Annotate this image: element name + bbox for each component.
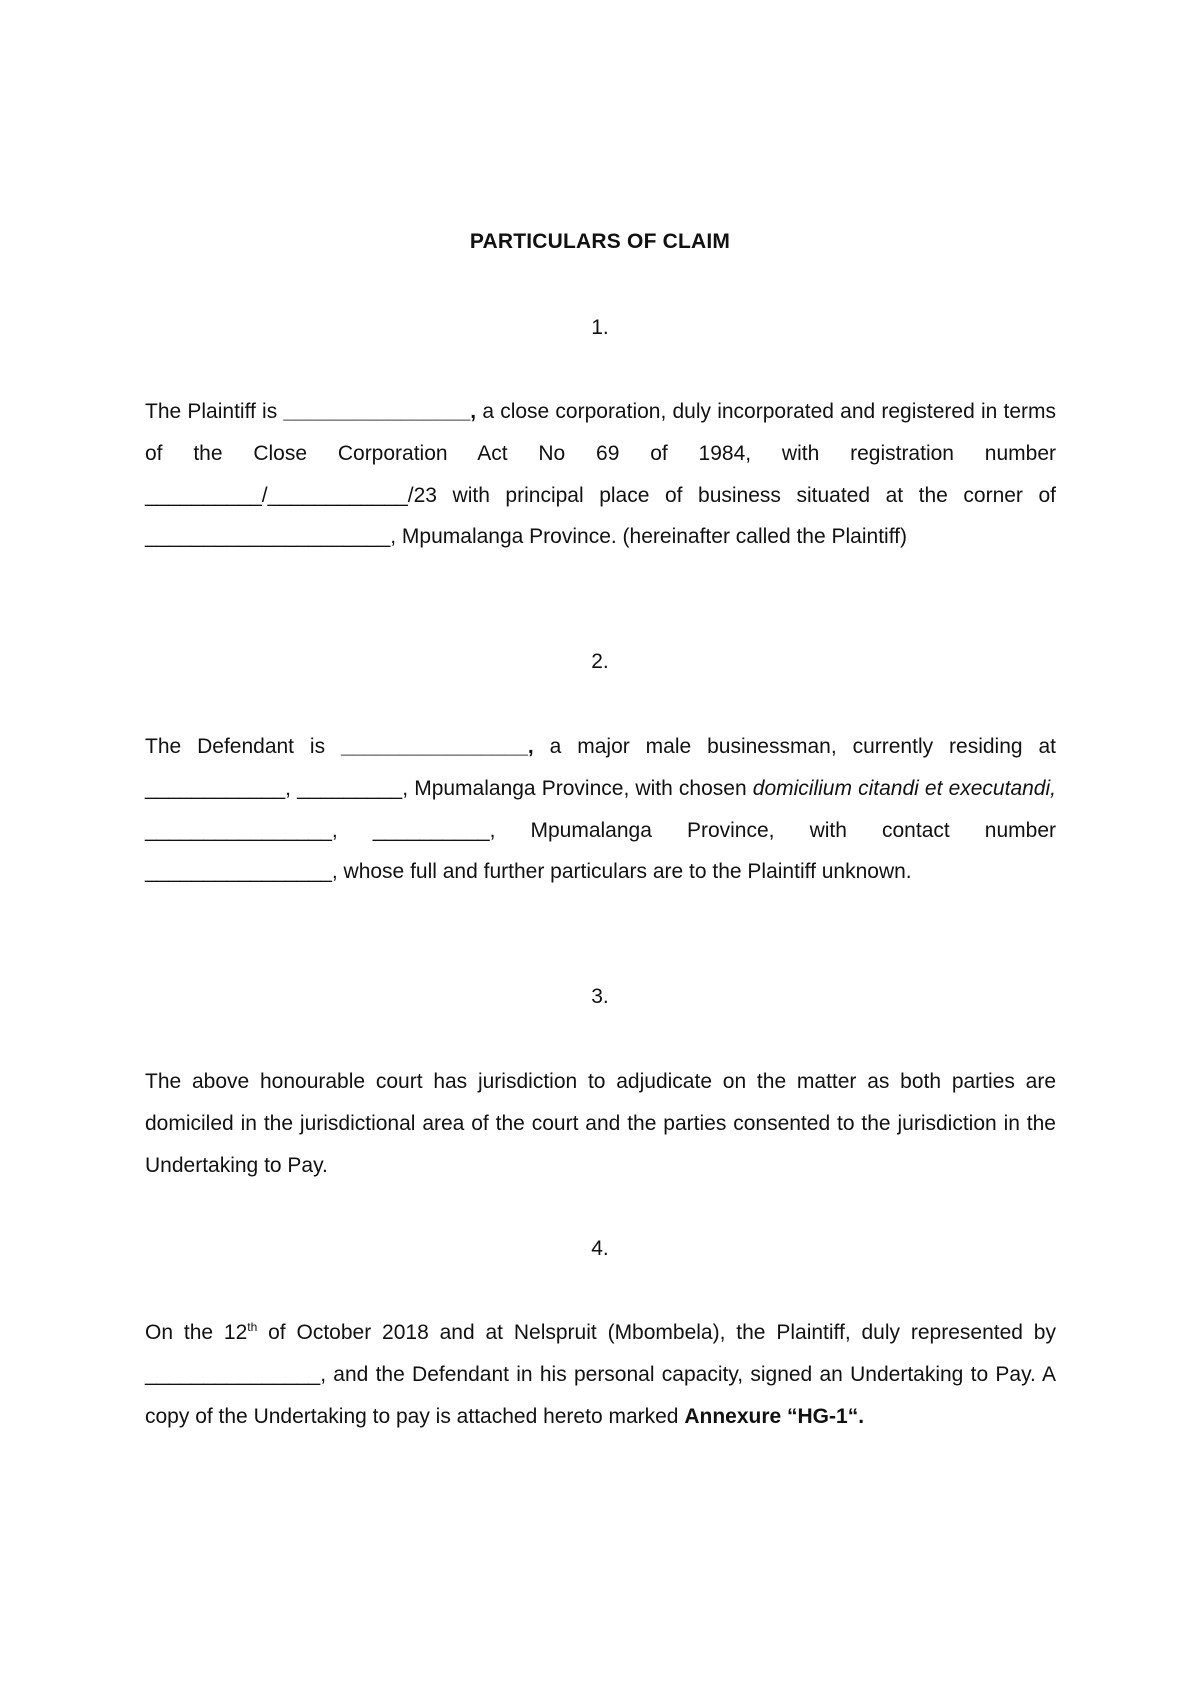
undertaking-text: of October 2018 and at Nelspruit (Mbombela), the Plaintiff, duly represented by _______________, and the Defendant in his personal capacity, signed an Undertaking to Pay. A copy of the Undertaking to pay is attached hereto marked bbox=[145, 1321, 1056, 1428]
section-number-2: 2. bbox=[591, 650, 609, 673]
section-number-4: 4. bbox=[591, 1237, 609, 1260]
document-title: PARTICULARS OF CLAIM bbox=[469, 230, 731, 253]
section-paragraph-4 bbox=[145, 1312, 1056, 1437]
defendant-intro-text: The Defendant is bbox=[145, 735, 342, 758]
plaintiff-details-text: a close corporation, duly incorporated and registered in terms of the Close Corporation Act No 69 of 1984, with registration number __________/____________/23 with principal place of business situated at the corner of _____________________, Mpumalanga Province. (hereinafter called the Plaintiff) bbox=[145, 400, 1056, 549]
section-number-1: 1. bbox=[591, 316, 609, 339]
jurisdiction-text: The above honourable court has jurisdiction to adjudicate on the matter as both parties are domiciled in the jurisdictional area of the court and the parties consented to the jurisdiction in the Undertaking to Pay. bbox=[145, 1070, 1056, 1177]
section-paragraph-1 bbox=[145, 391, 1056, 558]
section-number-3: 3. bbox=[591, 985, 609, 1008]
annexure-label: Annexure “HG-1“. bbox=[684, 1404, 865, 1428]
date-ordinal-suffix: th bbox=[247, 1320, 258, 1334]
section-paragraph-3 bbox=[145, 1061, 1056, 1186]
defendant-residence-text: a major male businessman, currently residing at ____________, _________, Mpumalanga Province, with chosen bbox=[145, 735, 1056, 800]
defendant-details-text: ________________, __________, Mpumalanga Province, with contact number ________________, whose full and further particulars are to the Plaintiff unknown. bbox=[145, 818, 1056, 884]
section-paragraph-2 bbox=[145, 726, 1056, 893]
plaintiff-name-blank: ________________, bbox=[283, 400, 477, 423]
domicilium-phrase: domicilium citandi et executandi, bbox=[752, 776, 1056, 800]
plaintiff-intro-text: The Plaintiff is bbox=[145, 400, 284, 423]
date-intro-text: On the 12 bbox=[145, 1321, 248, 1344]
defendant-name-blank: ________________, bbox=[341, 735, 534, 758]
